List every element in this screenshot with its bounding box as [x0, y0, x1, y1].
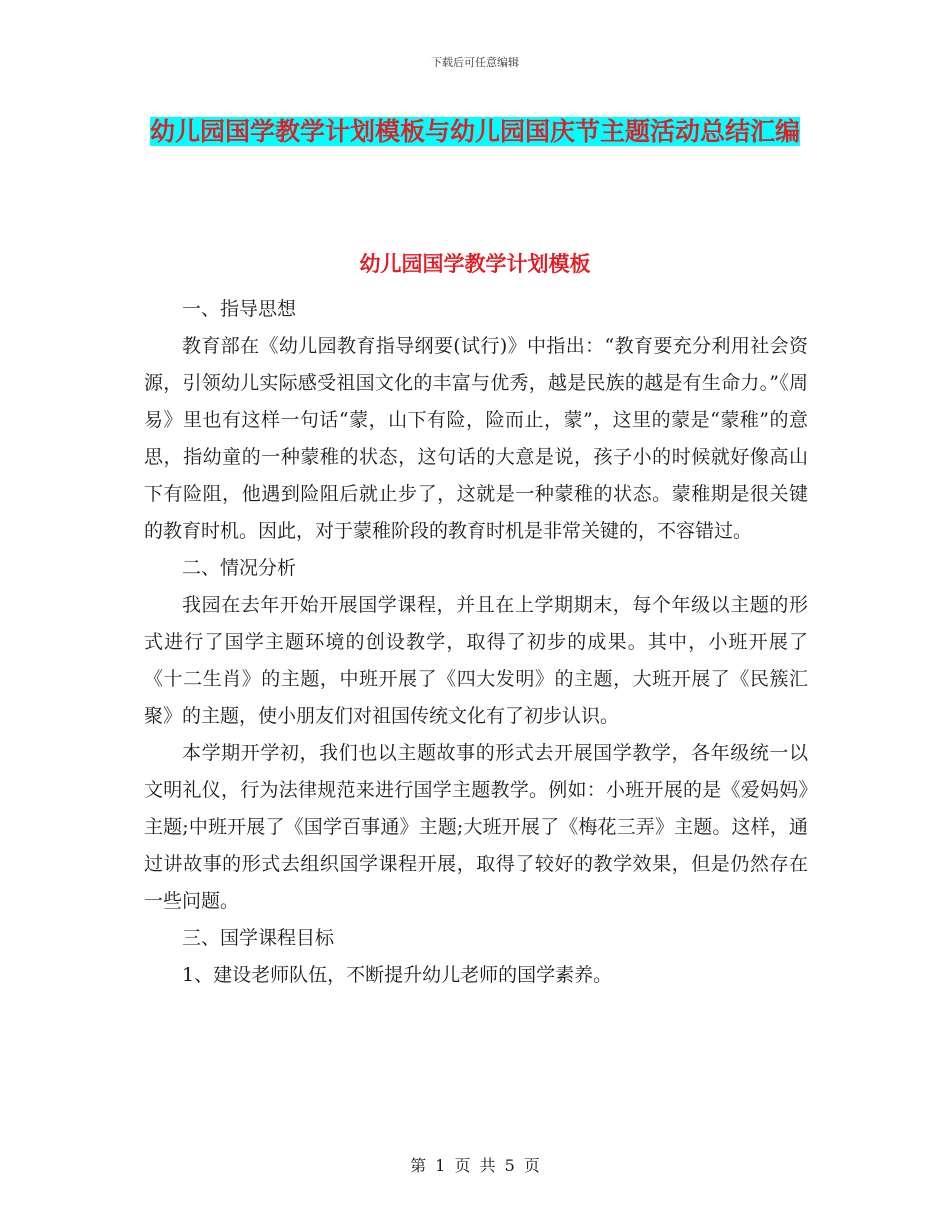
heading-course-goals: 三、国学课程目标	[182, 927, 335, 949]
paragraph-guiding-ideology: 教育部在《幼儿园教育指导纲要(试行)》中指出：“教育要充分利用社会资源，引领幼儿实际感受祖国文化的丰富与优秀，越是民族的越是有生命力。”《周易》里也有这样一句话“蒙，山下有险，险而止，蒙”，这里的蒙是“蒙稚”的意思，指幼童的一种蒙稚的状态，这句话的大意是说，孩子小的时候就好像高山下有险阻，他遇到险阻后就止步了，这就是一种蒙稚的状态。蒙稚期是很关键的教育时机。因此，对于蒙稚阶段的教育时机是非常关键的，不容错过。	[144, 335, 808, 542]
page-footer: 第 1 页 共 5 页	[410, 1156, 540, 1175]
paragraph-course-goal-1: 1、建设老师队伍，不断提升幼儿老师的国学素养。	[182, 964, 613, 986]
document-title-text: 幼儿园国学教学计划模板与幼儿园国庆节主题活动总结汇编	[149, 117, 800, 146]
section-title: 幼儿园国学教学计划模板	[359, 252, 591, 276]
heading-situation-analysis: 二、情况分析	[182, 557, 297, 579]
heading-guiding-ideology: 一、指导思想	[182, 298, 297, 320]
document-body	[144, 291, 808, 994]
paragraph-situation-analysis-1: 我园在去年开始开展国学课程，并且在上学期期末，每个年级以主题的形式进行了国学主题环境的创设教学，取得了初步的成果。其中，小班开展了《十二生肖》的主题，中班开展了《四大发明》的主题，大班开展了《民簇汇聚》的主题，使小朋友们对祖国传统文化有了初步认识。	[144, 594, 808, 727]
document-title	[140, 108, 810, 156]
paragraph-situation-analysis-2: 本学期开学初，我们也以主题故事的形式去开展国学教学，各年级统一以文明礼仪，行为法律规范来进行国学主题教学。例如：小班开展的是《爱妈妈》主题;中班开展了《国学百事通》主题;大班开展了《梅花三弄》主题。这样，通过讲故事的形式去组织国学课程开展，取得了较好的教学效果，但是仍然存在一些问题。	[144, 742, 808, 912]
header-note: 下载后可任意编辑	[431, 56, 519, 69]
